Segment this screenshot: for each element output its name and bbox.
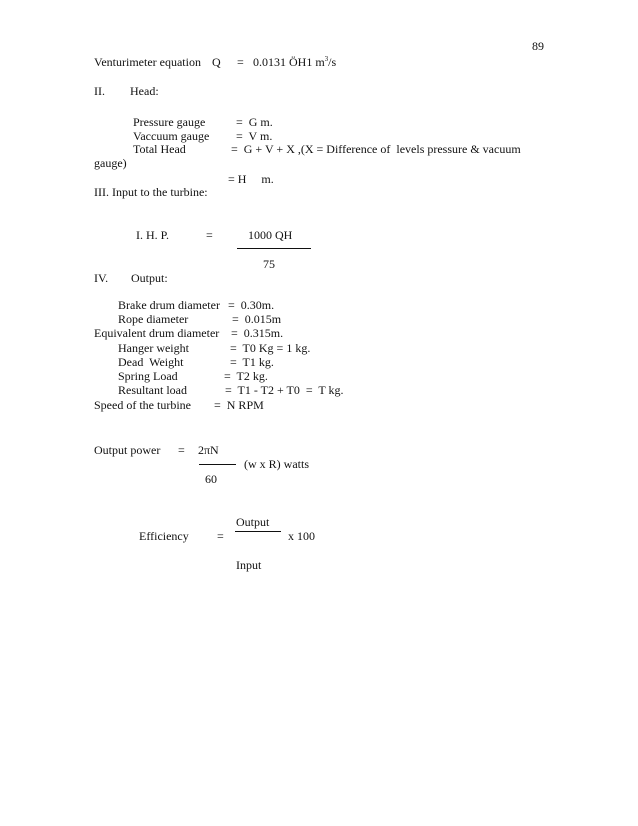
pressure-gauge-label: Pressure gauge xyxy=(133,115,206,129)
vacuum-gauge-label: Vaccuum gauge xyxy=(133,129,210,143)
page-number: 89 xyxy=(532,39,544,53)
dead-weight-label: Dead Weight xyxy=(118,355,184,369)
efficiency-numerator: Output xyxy=(236,515,270,529)
turbine-speed-label: Speed of the turbine xyxy=(94,398,191,412)
resultant-load-value: = T1 - T2 + T0 = T kg. xyxy=(225,383,344,397)
ihp-label: I. H. P. xyxy=(136,228,170,242)
equiv-drum-label: Equivalent drum diameter xyxy=(94,326,220,340)
head-title: Head: xyxy=(130,84,159,98)
equiv-drum-value: = 0.315m. xyxy=(231,326,284,340)
ihp-fraction-bar xyxy=(237,248,311,249)
efficiency-tail: x 100 xyxy=(288,529,315,543)
ihp-denominator: 75 xyxy=(263,257,275,271)
spring-load-label: Spring Load xyxy=(118,369,178,383)
output-power-equals: = xyxy=(178,443,185,457)
resultant-load-label: Resultant load xyxy=(118,383,187,397)
spring-load-value: = T2 kg. xyxy=(224,369,268,383)
output-power-fraction-bar xyxy=(199,464,236,465)
brake-drum-label: Brake drum diameter xyxy=(118,298,220,312)
total-head-label: Total Head xyxy=(133,142,186,156)
venturi-formula: 0.0131 ÖH1 $m^3/s$ xyxy=(253,55,337,69)
brake-drum-value: = 0.30m. xyxy=(228,298,275,312)
output-power-label: Output power xyxy=(94,443,161,457)
ihp-numerator: 1000 QH xyxy=(248,228,293,242)
total-head-wrap: gauge) xyxy=(94,156,127,170)
hanger-weight-label: Hanger weight xyxy=(118,341,189,355)
ihp-equals: = xyxy=(206,228,213,242)
output-numeral: IV. xyxy=(94,271,109,285)
output-power-tail: (w x R) watts xyxy=(244,457,309,471)
output-power-numerator: 2πN xyxy=(198,443,219,457)
output-power-denominator: 60 xyxy=(205,472,217,486)
rope-diameter-value: = 0.015m xyxy=(232,312,282,326)
dead-weight-value: = T1 kg. xyxy=(230,355,274,369)
hanger-weight-value: = T0 Kg = 1 kg. xyxy=(230,341,311,355)
efficiency-denominator: Input xyxy=(236,558,262,572)
vacuum-gauge-value: = V m. xyxy=(236,129,273,143)
efficiency-fraction-bar xyxy=(235,531,281,532)
venturi-q: Q xyxy=(212,55,221,69)
pressure-gauge-value: = G m. xyxy=(236,115,273,129)
rope-diameter-label: Rope diameter xyxy=(118,312,189,326)
total-head-value: = G + V + X ,(X = Difference of levels pressure & vacuum xyxy=(231,142,521,156)
input-title: III. Input to the turbine: xyxy=(94,185,208,199)
venturi-equals: = xyxy=(237,55,244,69)
output-title: Output: xyxy=(131,271,168,285)
efficiency-equals: = xyxy=(217,529,224,543)
turbine-speed-value: = N RPM xyxy=(214,398,264,412)
head-numeral: II. xyxy=(94,84,105,98)
head-result: = H m. xyxy=(228,172,274,186)
efficiency-label: Efficiency xyxy=(139,529,189,543)
venturi-label: Venturimeter equation xyxy=(94,55,201,69)
